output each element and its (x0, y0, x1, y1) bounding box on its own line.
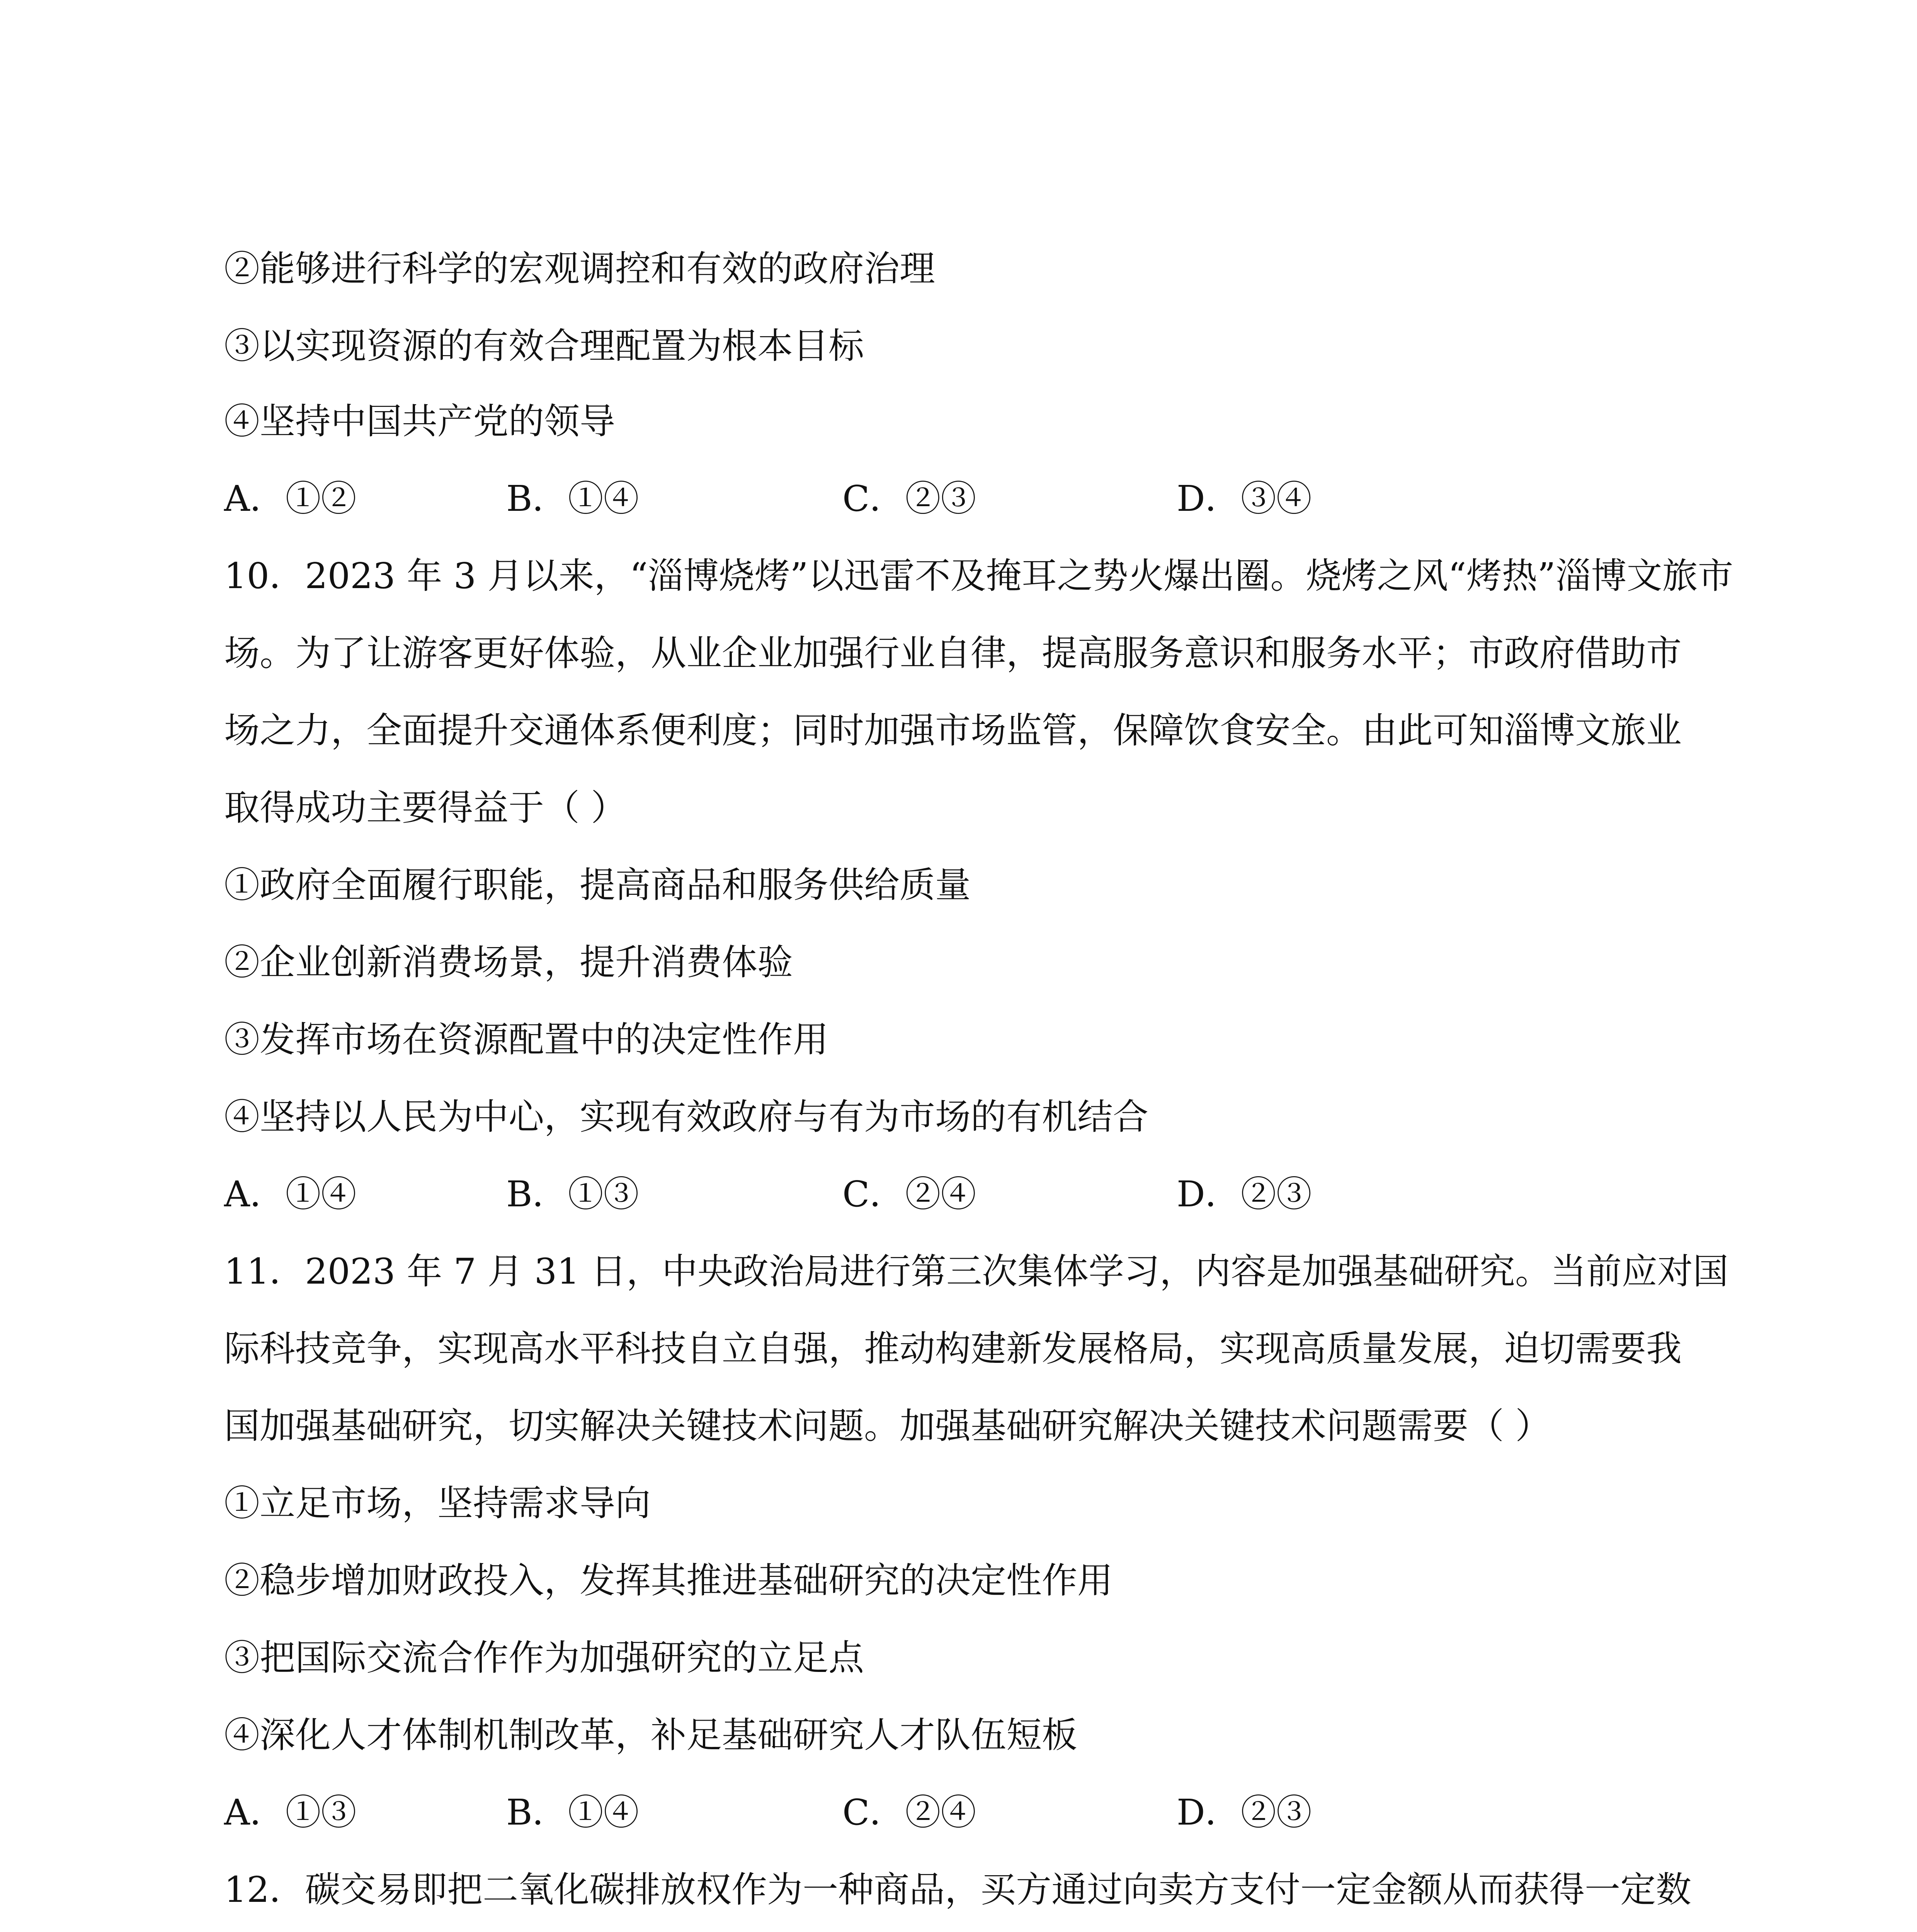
q9-option-a: A．①② (224, 478, 357, 519)
q9-option-d: D．③④ (1177, 478, 1312, 519)
q10-option-c: C．②④ (842, 1173, 976, 1215)
q11-option-c: C．②④ (842, 1792, 976, 1833)
q11-stem-line-2: 际科技竞争，实现高水平科技自立自强，推动构建新发展格局，实现高质量发展，迫切需要我 (224, 1328, 1682, 1369)
q11-stem-line-3: 国加强基础研究，切实解决关键技术问题。加强基础研究解决关键技术问题需要（ ） (224, 1405, 1551, 1447)
q11-statement-4: ④深化人才体制机制改革，补足基础研究人才队伍短板 (224, 1714, 1078, 1756)
q10-statement-2: ②企业创新消费场景，提升消费体验 (224, 942, 793, 983)
q11-option-b: B．①④ (506, 1792, 639, 1833)
q9-statement-3: ③以实现资源的有效合理配置为根本目标 (224, 325, 864, 367)
q10-stem-line-4: 取得成功主要得益于（ ） (224, 787, 627, 828)
q9-option-c: C．②③ (842, 478, 976, 519)
q11-option-d: D．②③ (1177, 1792, 1312, 1833)
q10-statement-1: ①政府全面履行职能，提高商品和服务供给质量 (224, 864, 971, 906)
q11-statement-2: ②稳步增加财政投入，发挥其推进基础研究的决定性作用 (224, 1560, 1113, 1601)
q9-statement-2: ②能够进行科学的宏观调控和有效的政府治理 (224, 248, 936, 289)
q10-option-d: D．②③ (1177, 1173, 1312, 1215)
q10-option-a: A．①④ (224, 1173, 357, 1215)
q11-stem-line-1: 11．2023 年 7 月 31 日，中央政治局进行第三次集体学习，内容是加强基础研究。当前应对国 (224, 1251, 1729, 1292)
q11-option-a: A．①③ (224, 1792, 357, 1833)
q11-statement-3: ③把国际交流合作作为加强研究的立足点 (224, 1637, 864, 1679)
q9-statement-4: ④坚持中国共产党的领导 (224, 401, 616, 442)
q10-stem-line-2: 场。为了让游客更好体验，从业企业加强行业自律，提高服务意识和服务水平；市政府借助市 (224, 633, 1682, 674)
q10-option-b: B．①③ (506, 1173, 639, 1215)
q12-stem-line-1: 12．碳交易即把二氧化碳排放权作为一种商品，买方通过向卖方支付一定金额从而获得一定数 (224, 1869, 1692, 1910)
q10-stem-line-3: 场之力，全面提升交通体系便利度；同时加强市场监管，保障饮食安全。由此可知淄博文旅业 (224, 710, 1682, 751)
q11-statement-1: ①立足市场，坚持需求导向 (224, 1483, 651, 1524)
q9-option-b: B．①④ (506, 478, 639, 519)
q10-stem-line-1: 10．2023 年 3 月以来，“淄博烧烤”以迅雷不及掩耳之势火爆出圈。烧烤之风“烤热”淄博文旅市 (224, 555, 1733, 597)
q10-statement-3: ③发挥市场在资源配置中的决定性作用 (224, 1019, 829, 1060)
q10-statement-4: ④坚持以人民为中心，实现有效政府与有为市场的有机结合 (224, 1096, 1149, 1138)
